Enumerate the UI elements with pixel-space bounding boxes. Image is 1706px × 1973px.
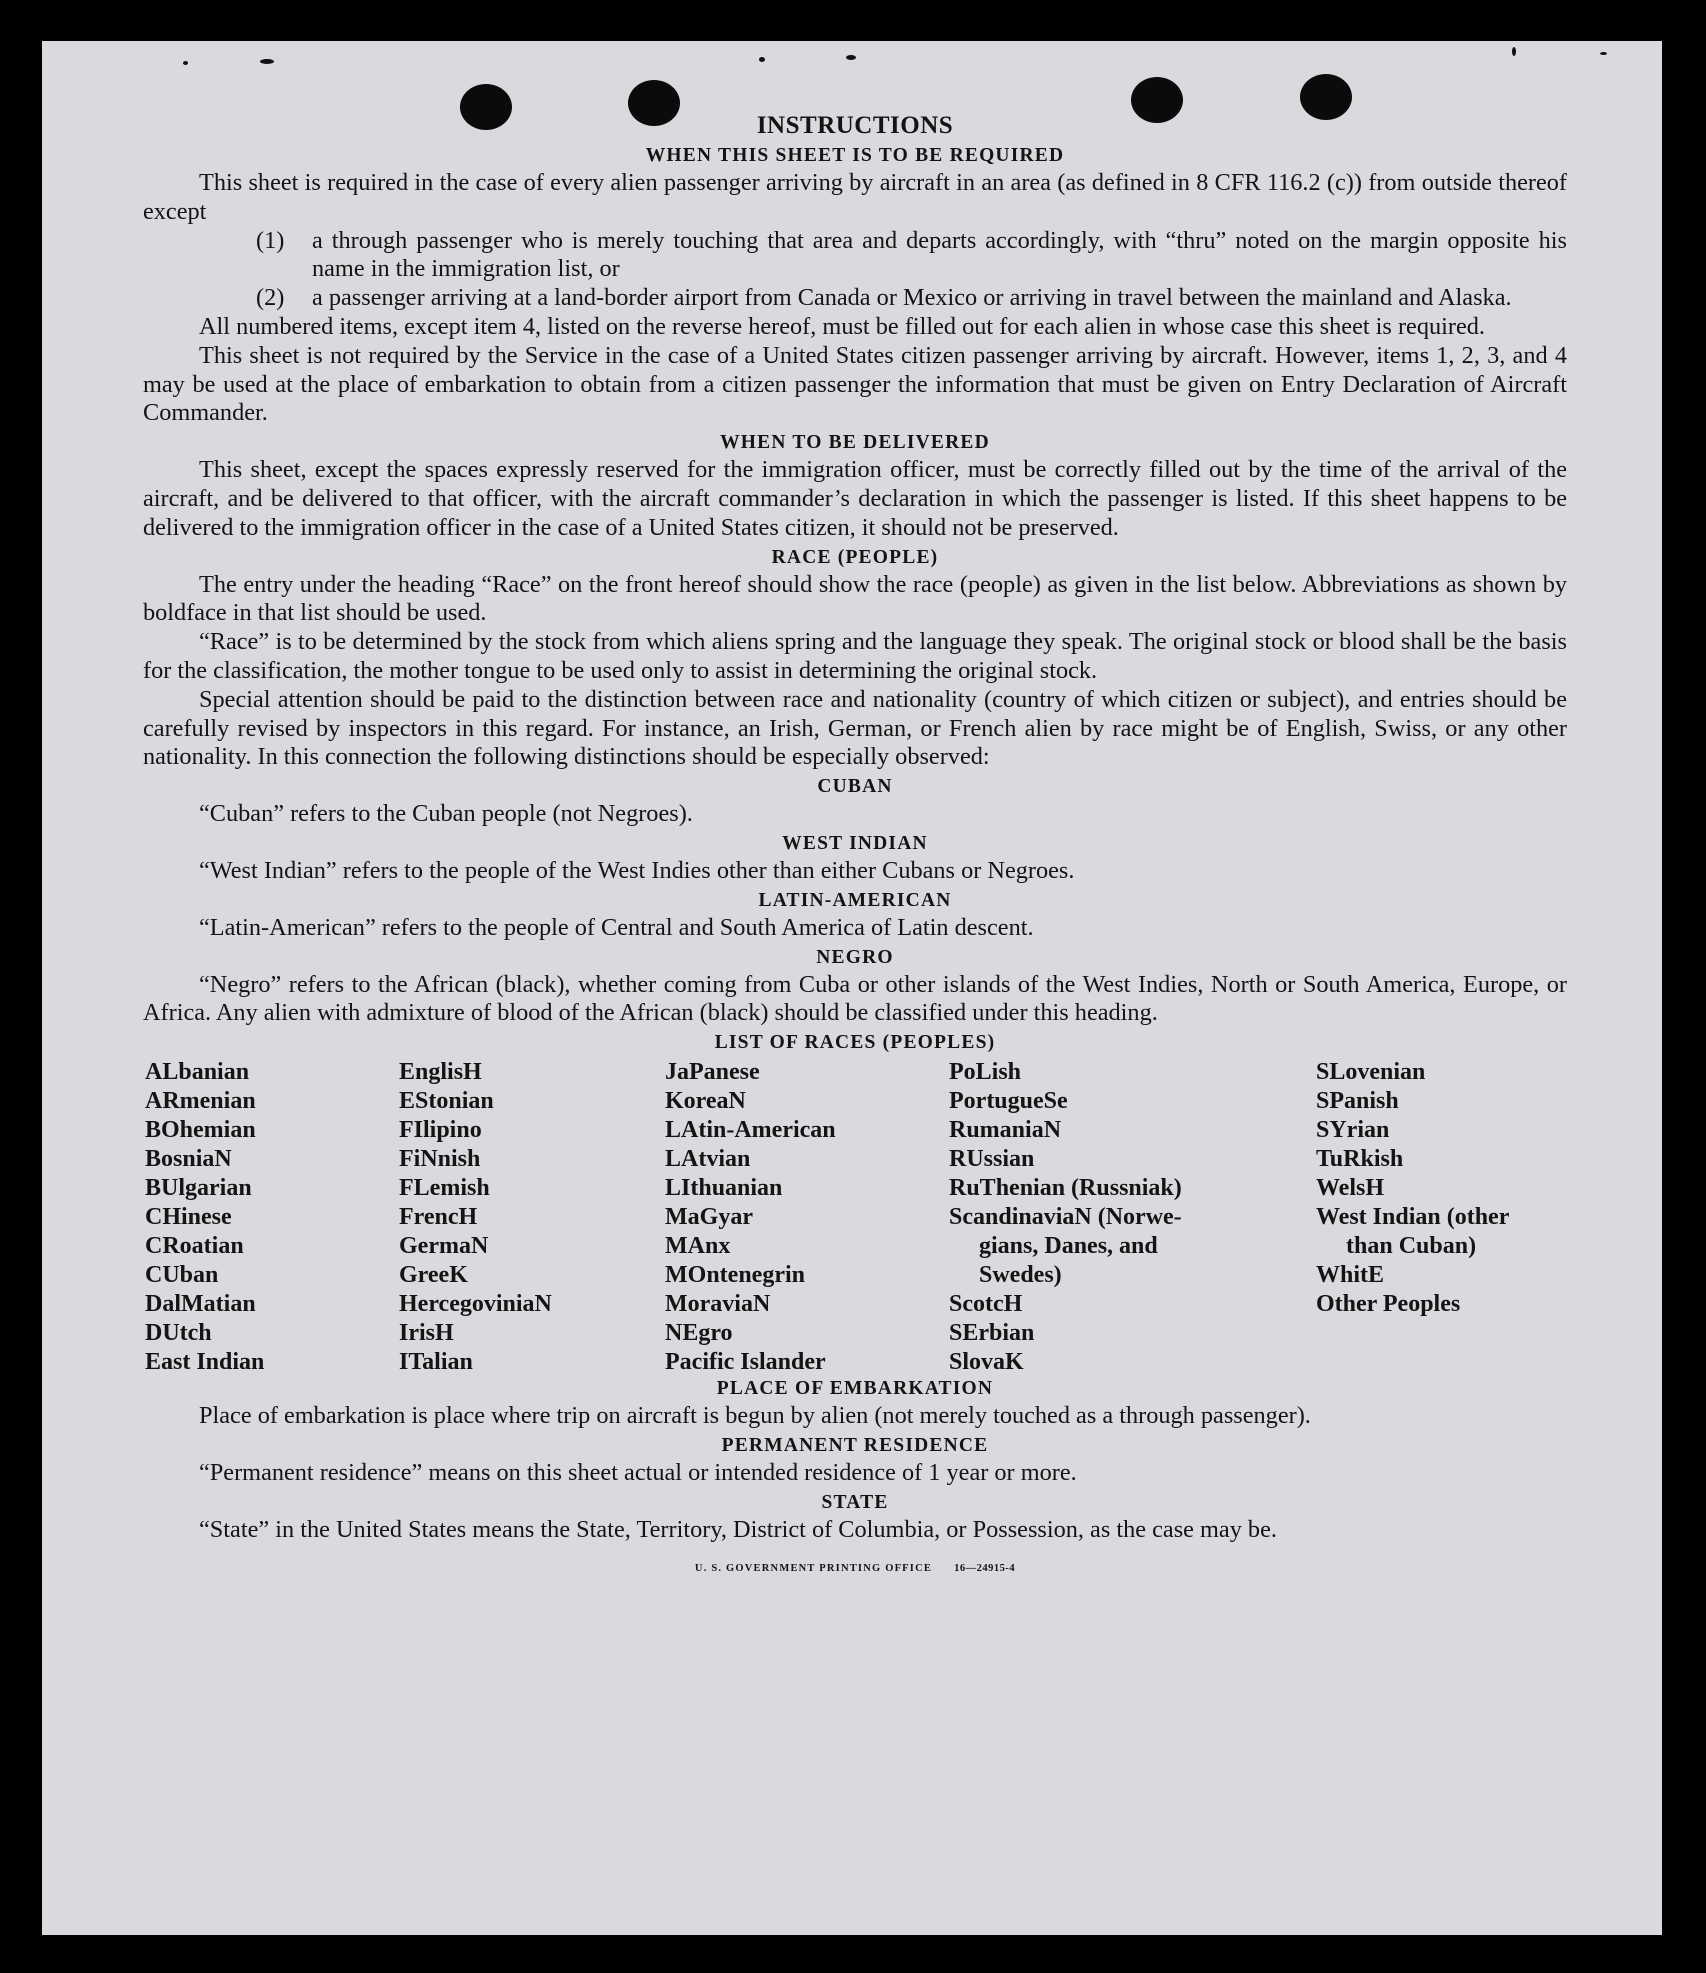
race-item: GermaN [399, 1233, 489, 1260]
clause-number: (2) [256, 284, 285, 312]
paragraph-state: “State” in the United States means the State, Territory, District of Columbia, or Possession, as the case may be. [199, 1515, 1277, 1543]
race-item: ITalian [399, 1349, 473, 1376]
race-item: JaPanese [665, 1059, 760, 1086]
race-item: CUban [145, 1262, 219, 1289]
race-item: than Cuban) [1346, 1233, 1477, 1260]
race-item: CRoatian [145, 1233, 244, 1260]
printer-imprint [143, 1555, 1567, 1584]
race-item: ALbanian [145, 1059, 250, 1086]
instructions-content [143, 111, 1567, 1583]
race-item: TuRkish [1316, 1146, 1404, 1173]
document-sheet [42, 41, 1662, 1935]
heading-west-indian: WEST INDIAN [782, 832, 928, 854]
race-item: FrencH [399, 1204, 478, 1231]
paragraph-race-1: The entry under the heading “Race” on the front hereof should show the race (people) as given in the list below. Abbreviations as shown by boldface in that list should be used. [143, 570, 1567, 627]
race-item: FIlipino [399, 1117, 482, 1144]
paragraph-delivered: This sheet, except the spaces expressly reserved for the immigration officer, must be correctly filled out by the time of the arrival of the aircraft, and be delivered to that officer, with the aircraft commander’s declaration in which the passenger is listed. If this sheet happens to be delivered to the immigration officer in the case of a United States citizen, it should not be preserved. [143, 456, 1567, 541]
paragraph-required-1: This sheet is required in the case of every alien passenger arriving by aircraft in an area (as defined in 8 CFR 116.2 (c)) from outside thereof except [143, 169, 1567, 225]
race-item: MaGyar [665, 1204, 753, 1231]
race-item: BosniaN [145, 1146, 232, 1173]
race-item: PoLish [949, 1059, 1022, 1086]
race-item: Pacific Islander [665, 1349, 826, 1376]
race-item: CHinese [145, 1204, 232, 1231]
heading-when-required: WHEN THIS SHEET IS TO BE REQUIRED [645, 145, 1065, 166]
race-item: West Indian (other [1316, 1204, 1510, 1231]
race-item: IrisH [399, 1320, 454, 1347]
heading-permanent-residence: PERMANENT RESIDENCE [721, 1434, 989, 1456]
heading-state: STATE [821, 1491, 889, 1513]
clause-number: (1) [256, 226, 285, 254]
race-item: BUlgarian [145, 1175, 252, 1202]
paragraph-latin-american: “Latin-American” refers to the people of Central and South America of Latin descent. [199, 913, 1034, 941]
race-item: NEgro [665, 1320, 733, 1347]
paragraph-west-indian: “West Indian” refers to the people of the West Indies other than either Cubans or Negroes. [199, 856, 1075, 884]
race-item: LAtvian [665, 1146, 751, 1173]
clause-text: a through passenger who is merely touching that area and departs accordingly, with “thru” noted on the margin opposite his name in the immigration list, or [312, 226, 1567, 283]
races-column-1 [145, 1058, 264, 1377]
race-item: SlovaK [949, 1349, 1024, 1376]
race-item: MOntenegrin [665, 1262, 805, 1289]
heading-place-of-embarkation: PLACE OF EMBARKATION [716, 1378, 994, 1400]
race-item: SPanish [1316, 1088, 1399, 1115]
clause-text: a passenger arriving at a land-border airport from Canada or Mexico or arriving in travel between the mainland and Alaska. [312, 284, 1512, 312]
race-item: LIthuanian [665, 1175, 783, 1202]
printer-name: U. S. GOVERNMENT PRINTING OFFICE [694, 1562, 933, 1574]
races-column-5 [1316, 1058, 1509, 1319]
paper-speck [1512, 47, 1516, 56]
race-item: ARmenian [145, 1088, 256, 1115]
race-item: PortugueSe [949, 1088, 1068, 1115]
race-item: SLovenian [1316, 1059, 1426, 1086]
race-item: EStonian [399, 1088, 494, 1115]
form-code: 16—24915-4 [954, 1562, 1016, 1574]
race-item: ScandinaviaN (Norwe- [949, 1204, 1182, 1231]
paragraph-required-3: This sheet is not required by the Service in the case of a United States citizen passenger arriving by aircraft. However, items 1, 2, 3, and 4 may be used at the place of embarkation to obtain from a citizen passenger the information that must be given on Entry Declaration of Aircraft Commander. [143, 341, 1567, 427]
paragraph-negro: “Negro” refers to the African (black), whether coming from Cuba or other islands of the West Indies, North or South America, Europe, or Africa. Any alien with admixture of blood of the African (black) should be classified under this heading. [143, 970, 1567, 1027]
race-item: EnglisH [399, 1059, 482, 1086]
paragraph-embarkation: Place of embarkation is place where trip on aircraft is begun by alien (not merely touched as a through passenger). [199, 1402, 1311, 1430]
races-column-2 [399, 1058, 552, 1377]
race-item: FLemish [399, 1175, 490, 1202]
heading-when-delivered: WHEN TO BE DELIVERED [720, 432, 990, 454]
heading-list-of-races: LIST OF RACES (PEOPLES) [714, 1032, 996, 1054]
races-column-3 [665, 1058, 836, 1377]
race-item: WelsH [1316, 1175, 1385, 1202]
race-item: DalMatian [145, 1291, 256, 1318]
race-item: SErbian [949, 1320, 1035, 1347]
heading-negro: NEGRO [816, 946, 894, 968]
race-item: BOhemian [145, 1117, 256, 1144]
paragraph-cuban: “Cuban” refers to the Cuban people (not Negroes). [199, 800, 693, 828]
clause-2 [256, 284, 1567, 313]
clause-1 [256, 227, 1567, 285]
paragraph-race-2: “Race” is to be determined by the stock from which aliens spring and the language they speak. The original stock or blood shall be the basis for the classification, the mother tongue to be used only to assist in determining the original stock. [143, 628, 1567, 684]
paragraph-residence: “Permanent residence” means on this sheet actual or intended residence of 1 year or more. [199, 1458, 1077, 1486]
race-item: East Indian [145, 1349, 265, 1376]
race-item: SYrian [1316, 1117, 1390, 1144]
paper-speck [759, 57, 765, 62]
race-item: GreeK [399, 1262, 468, 1289]
race-item: WhitE [1316, 1262, 1385, 1289]
paragraph-required-2: All numbered items, except item 4, listed on the reverse hereof, must be filled out for each alien in whose case this sheet is required. [199, 312, 1485, 340]
race-item: Other Peoples [1316, 1291, 1461, 1318]
race-item: MoraviaN [665, 1291, 771, 1318]
race-item: RuThenian (Russniak) [949, 1175, 1182, 1202]
heading-cuban: CUBAN [817, 776, 893, 798]
race-item: gians, Danes, and [979, 1233, 1158, 1260]
paper-speck [183, 61, 188, 65]
paper-speck [1600, 52, 1607, 55]
race-item: MAnx [665, 1233, 731, 1260]
race-item: RUssian [949, 1146, 1035, 1173]
race-item: DUtch [145, 1320, 212, 1347]
paragraph-race-3: Special attention should be paid to the distinction between race and nationality (country of which citizen or subject), and entries should be carefully revised by inspectors in this regard. For instance, an Irish, German, or French alien by race might be of English, Swiss, or any other nationality. In this connection the following distinctions should be especially observed: [143, 685, 1567, 771]
page-title: INSTRUCTIONS [756, 112, 954, 139]
heading-race: RACE (PEOPLE) [771, 546, 939, 568]
race-item: RumaniaN [949, 1117, 1062, 1144]
race-item: Swedes) [979, 1262, 1062, 1289]
race-item: HercegoviniaN [399, 1291, 552, 1318]
race-item: FiNnish [399, 1146, 481, 1173]
race-item: ScotcH [949, 1291, 1023, 1318]
races-list [143, 1058, 1567, 1374]
race-item: KoreaN [665, 1088, 746, 1115]
paper-speck [846, 55, 856, 60]
race-item: LAtin-American [665, 1117, 836, 1144]
races-column-4 [949, 1058, 1182, 1377]
heading-latin-american: LATIN-AMERICAN [758, 889, 952, 911]
paper-speck [260, 59, 274, 64]
